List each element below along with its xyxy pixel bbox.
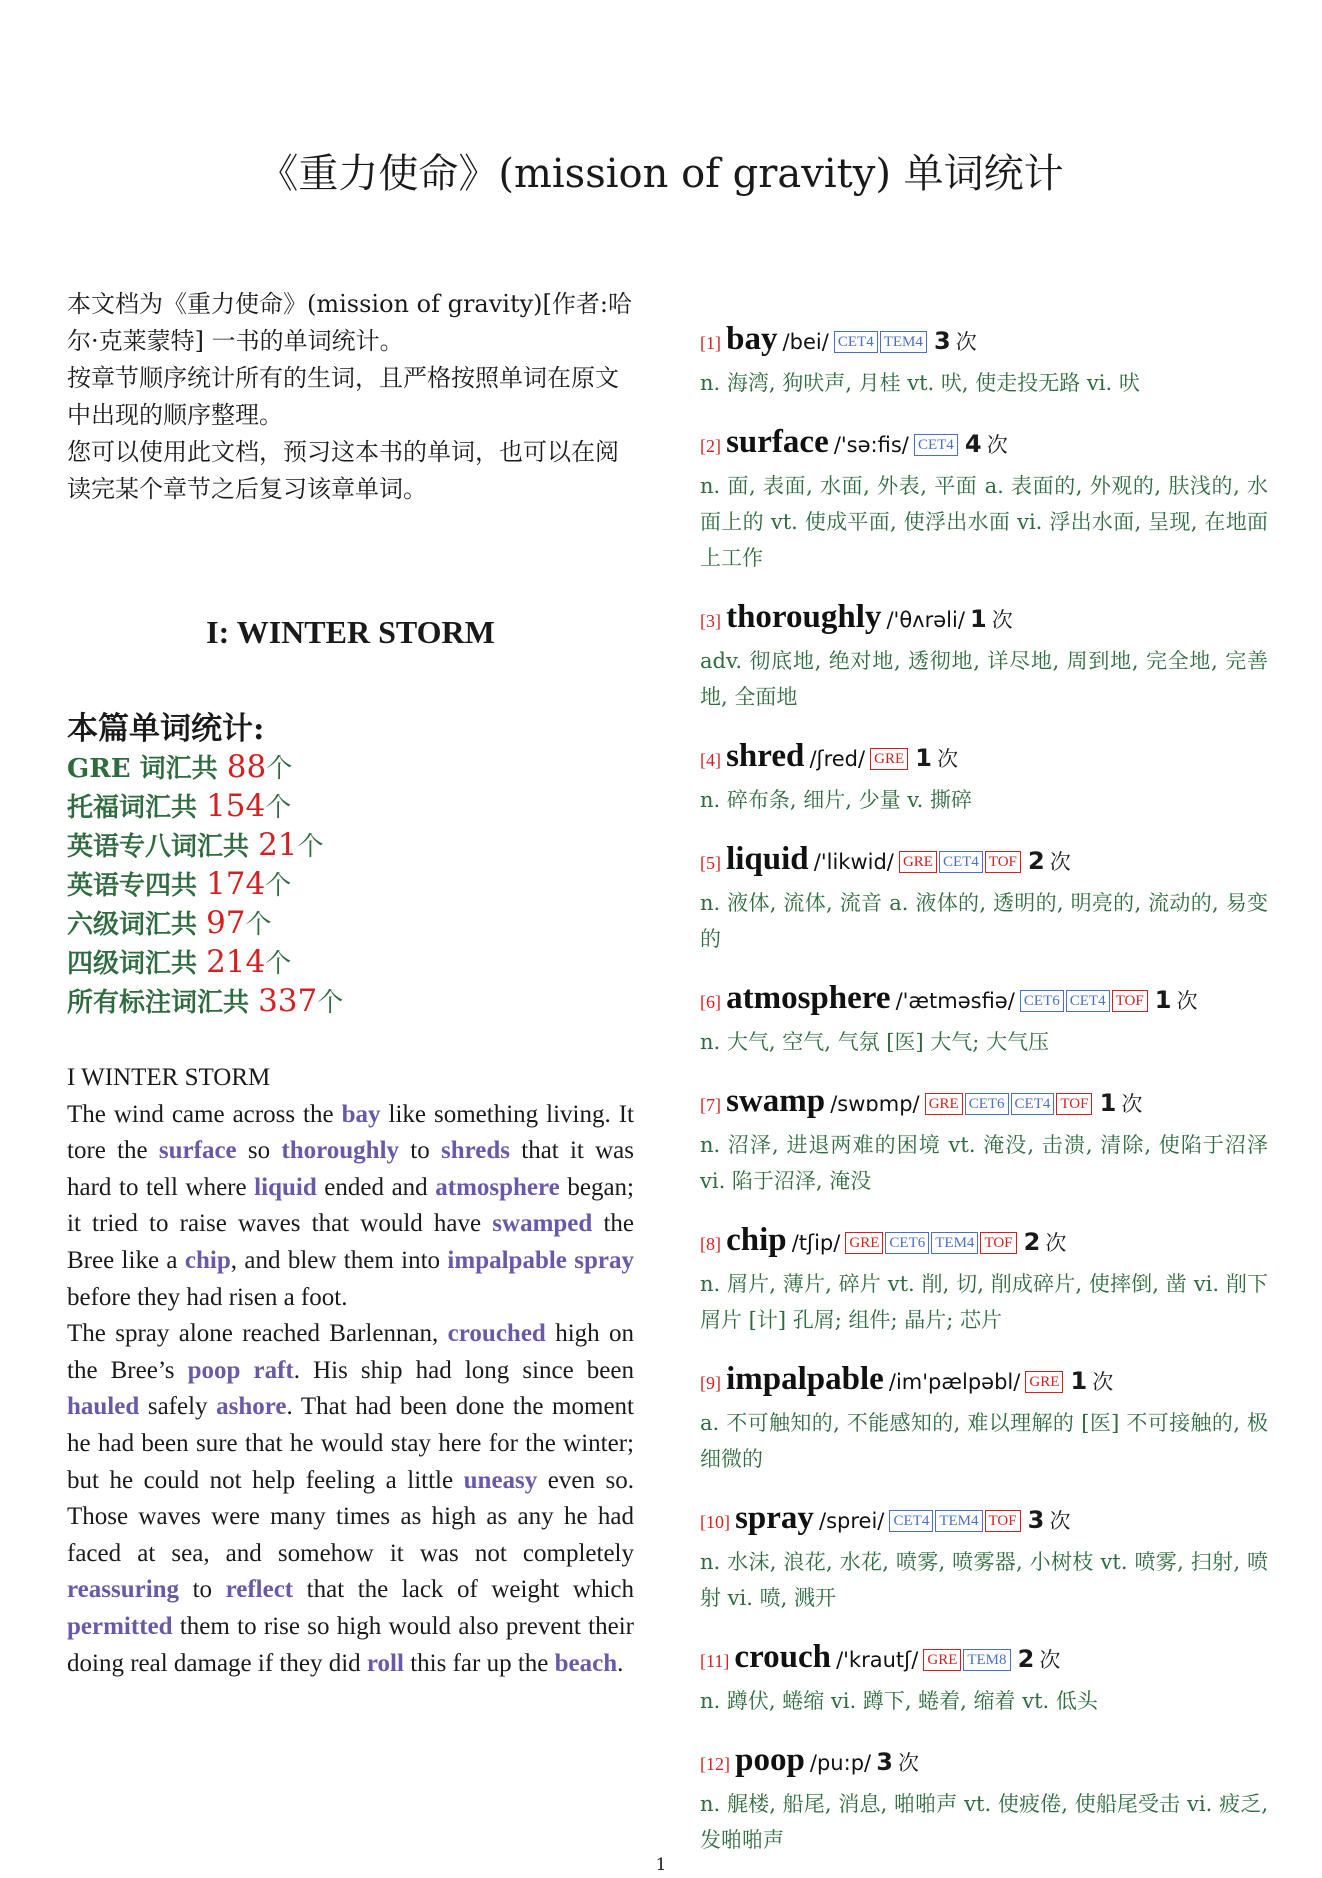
stat-row <box>67 788 634 827</box>
intro-line: 您可以使用此文档，预习这本书的单词，也可以在阅读完某个章节之后复习该章单词。 <box>67 438 619 503</box>
entry-definition: n. 大气, 空气, 气氛 [医] 大气; 大气压 <box>700 1030 1050 1054</box>
vocab-entry <box>700 838 1268 957</box>
entry-word: atmosphere <box>726 980 891 1016</box>
vocab-entry <box>700 977 1268 1060</box>
entry-count: 1 <box>1099 1089 1117 1117</box>
entry-definition: n. 碎布条, 细片, 少量 v. 撕碎 <box>700 788 972 812</box>
passage-text: . That had been done the moment he had been sure that he would stay here for the winter; but he could not help feeling a little <box>67 1393 634 1494</box>
entry-word: poop <box>735 1742 805 1778</box>
entry-phonetic: /swɒmp/ <box>830 1092 920 1116</box>
entry-phonetic: /sprei/ <box>819 1509 885 1533</box>
highlighted-word: atmosphere <box>435 1173 560 1201</box>
left-column <box>67 286 634 1682</box>
intro-line: 按章节顺序统计所有的生词，且严格按照单词在原文中出现的顺序整理。 <box>67 364 619 429</box>
exam-tag: TOF <box>1056 1093 1092 1115</box>
passage-text: that the lack of weight which <box>293 1576 634 1604</box>
passage-text: began; it tried to raise waves that would have <box>67 1173 634 1238</box>
entry-index: [4] <box>700 750 721 770</box>
stat-label: 所有标注词汇共 <box>67 988 259 1018</box>
stat-label: GRE 词汇共 <box>67 754 227 784</box>
vocabulary-list <box>700 318 1268 1878</box>
stats-list <box>67 749 634 1022</box>
passage-text: even so. Those waves were many times as high as any he had faced at sea, and somehow it was not completely <box>67 1466 635 1567</box>
entry-phonetic: /ʃred/ <box>809 747 866 771</box>
chapter-passage <box>67 1060 634 1682</box>
count-suffix: 次 <box>955 330 977 354</box>
entry-index: [11] <box>700 1651 730 1671</box>
entry-index: [1] <box>700 333 721 353</box>
stat-label: 英语专八词汇共 <box>67 832 259 862</box>
entry-head <box>700 1219 1268 1266</box>
vocab-entry <box>700 735 1268 818</box>
stat-label: 六级词汇共 <box>67 910 207 940</box>
entry-index: [3] <box>700 611 721 631</box>
passage-text: this far up the <box>403 1649 555 1677</box>
entry-phonetic: /im'pælpəbl/ <box>888 1370 1021 1394</box>
entry-phonetic: /pu:p/ <box>809 1751 872 1775</box>
stat-label: 英语专四共 <box>67 871 207 901</box>
entry-head <box>700 735 1268 782</box>
exam-tag: GRE <box>845 1232 883 1254</box>
stat-unit: 个 <box>245 910 272 940</box>
intro-text <box>67 286 634 508</box>
entry-phonetic: /'sə:fis/ <box>833 433 909 457</box>
entry-count: 3 <box>1027 1506 1045 1534</box>
count-suffix: 次 <box>937 747 959 771</box>
highlighted-word: spray <box>574 1246 635 1274</box>
entry-definition: n. 海湾, 狗吠声, 月桂 vt. 吠, 使走投无路 vi. 吠 <box>700 371 1140 395</box>
highlighted-word: surface <box>158 1137 237 1165</box>
entry-definition: n. 水沫, 浪花, 水花, 喷雾, 喷雾器, 小树枝 vt. 喷雾, 扫射, 喷射 vi. 喷, 溅开 <box>700 1550 1268 1610</box>
entry-definition: n. 沼泽, 进退两难的困境 vt. 淹没, 击溃, 清除, 使陷于沼泽 vi. 陷于沼泽, 淹没 <box>700 1133 1268 1193</box>
stat-label: 托福词汇共 <box>67 793 207 823</box>
exam-tag: GRE <box>870 748 908 770</box>
entry-head <box>700 1080 1268 1127</box>
stat-count: 214 <box>206 944 266 980</box>
entry-phonetic: /bei/ <box>782 330 829 354</box>
page-number: 1 <box>655 1855 667 1875</box>
exam-tag: TOF <box>985 851 1021 873</box>
passage-text: the Bree like a <box>67 1210 634 1274</box>
stat-count: 154 <box>206 788 266 824</box>
exam-tag: GRE <box>923 1649 961 1671</box>
exam-tag: CET4 <box>1066 990 1110 1012</box>
entry-definition: n. 屑片, 薄片, 碎片 vt. 削, 切, 削成碎片, 使摔倒, 凿 vi. 削下屑片 [计] 孔屑; 组件; 晶片; 芯片 <box>700 1272 1268 1332</box>
stat-row <box>67 944 634 983</box>
exam-tag: TEM4 <box>880 331 927 353</box>
exam-tag: CET4 <box>914 434 958 456</box>
highlighted-word: thoroughly <box>281 1137 400 1165</box>
entry-count: 2 <box>1027 847 1045 875</box>
exam-tag: TEM4 <box>935 1510 982 1532</box>
passage-text: that it was hard to tell where <box>67 1137 634 1201</box>
stat-unit: 个 <box>317 988 344 1018</box>
highlighted-word: raft <box>253 1356 294 1384</box>
count-suffix: 次 <box>1049 1509 1071 1533</box>
stat-count: 337 <box>258 983 318 1019</box>
passage-text: safely <box>139 1393 217 1421</box>
stat-unit: 个 <box>265 949 292 979</box>
document-title: 《重力使命》(mission of gravity) 单词统计 <box>258 151 1064 197</box>
count-suffix: 次 <box>986 433 1008 457</box>
exam-tag: GRE <box>1025 1371 1063 1393</box>
entry-index: [9] <box>700 1373 721 1393</box>
highlighted-word: permitted <box>67 1612 173 1640</box>
passage-text: high on the Bree’s <box>67 1320 634 1384</box>
entry-index: [6] <box>700 992 721 1012</box>
entry-index: [5] <box>700 853 721 873</box>
passage-text: , and blew them into <box>230 1246 448 1274</box>
entry-word: chip <box>726 1222 787 1258</box>
passage-body <box>67 1097 634 1683</box>
count-suffix: 次 <box>1039 1648 1061 1672</box>
entry-word: thoroughly <box>726 599 882 635</box>
entry-count: 1 <box>1154 986 1172 1014</box>
exam-tag: GRE <box>899 851 937 873</box>
entry-count: 1 <box>915 744 932 772</box>
highlighted-word: chip <box>184 1246 231 1274</box>
stat-row <box>67 866 634 905</box>
passage-text: before they had risen a foot. <box>67 1283 348 1311</box>
exam-tag: CET6 <box>965 1093 1009 1115</box>
vocab-entry <box>700 1080 1268 1199</box>
chapter-title: I: WINTER STORM <box>206 614 495 650</box>
exam-tag: CET4 <box>1011 1093 1055 1115</box>
entry-phonetic: /tʃip/ <box>791 1231 841 1255</box>
entry-word: shred <box>726 738 805 774</box>
stat-row <box>67 827 634 866</box>
entry-word: swamp <box>726 1083 826 1119</box>
entry-count: 2 <box>1017 1645 1035 1673</box>
highlighted-word: shreds <box>440 1137 510 1165</box>
exam-tag: TOF <box>985 1510 1021 1532</box>
entry-phonetic: /'krautʃ/ <box>836 1648 919 1672</box>
vocab-entry <box>700 1497 1268 1616</box>
entry-head <box>700 421 1268 468</box>
entry-head <box>700 977 1268 1024</box>
passage-text: so <box>236 1137 282 1165</box>
highlighted-word: roll <box>366 1649 404 1677</box>
entry-head <box>700 596 1268 643</box>
exam-tag: CET6 <box>885 1232 929 1254</box>
entry-word: liquid <box>726 841 809 877</box>
vocab-entry <box>700 318 1268 401</box>
count-suffix: 次 <box>1121 1092 1143 1116</box>
exam-tag: CET4 <box>939 851 983 873</box>
exam-tag: CET4 <box>834 331 878 353</box>
entry-definition: n. 艉楼, 船尾, 消息, 啪啪声 vt. 使疲倦, 使船尾受击 vi. 疲乏, 发啪啪声 <box>700 1792 1268 1852</box>
highlighted-word: liquid <box>254 1173 317 1201</box>
entry-index: [2] <box>700 436 721 456</box>
passage-heading: I WINTER STORM <box>67 1064 271 1091</box>
entry-phonetic: /'likwid/ <box>813 850 894 874</box>
exam-tag: TOF <box>1112 990 1148 1012</box>
entry-index: [12] <box>700 1754 730 1774</box>
entry-count: 2 <box>1023 1228 1041 1256</box>
entry-definition: n. 液体, 流体, 流音 a. 液体的, 透明的, 明亮的, 流动的, 易变的 <box>700 891 1268 951</box>
entry-index: [7] <box>700 1095 721 1115</box>
entry-phonetic: /'θʌrəli/ <box>886 608 965 632</box>
passage-text <box>240 1357 253 1384</box>
exam-tag: TEM8 <box>963 1649 1010 1671</box>
vocab-entry <box>700 1219 1268 1338</box>
highlighted-word: hauled <box>67 1393 140 1421</box>
stat-row <box>67 749 634 788</box>
vocab-entry <box>700 1636 1268 1719</box>
entry-definition: n. 面, 表面, 水面, 外表, 平面 a. 表面的, 外观的, 肤浅的, 水面上的 vt. 使成平面, 使浮出水面 vi. 浮出水面, 呈现, 在地面上工作 <box>700 474 1268 570</box>
highlighted-word: beach <box>554 1649 618 1677</box>
vocab-entry <box>700 1739 1268 1858</box>
highlighted-word: uneasy <box>463 1466 538 1494</box>
count-suffix: 次 <box>1092 1370 1114 1394</box>
entry-definition: adv. 彻底地, 绝对地, 透彻地, 详尽地, 周到地, 完全地, 完善地, 全面地 <box>700 649 1268 709</box>
entry-definition: a. 不可触知的, 不能感知的, 难以理解的 [医] 不可接触的, 极细微的 <box>700 1411 1268 1471</box>
entry-head <box>700 1636 1268 1683</box>
vocab-entry <box>700 1358 1268 1477</box>
entry-index: [8] <box>700 1234 721 1254</box>
stat-unit: 个 <box>297 832 324 862</box>
passage-text: . <box>617 1649 624 1677</box>
vocab-entry <box>700 596 1268 715</box>
entry-definition: n. 蹲伏, 蜷缩 vi. 蹲下, 蜷着, 缩着 vt. 低头 <box>700 1689 1098 1713</box>
entry-head <box>700 1497 1268 1544</box>
passage-text: to <box>179 1576 226 1604</box>
entry-word: bay <box>726 321 778 357</box>
exam-tag: GRE <box>925 1093 963 1115</box>
passage-text: ended and <box>316 1173 436 1201</box>
exam-tag: TOF <box>980 1232 1016 1254</box>
entry-head <box>700 1358 1268 1405</box>
count-suffix: 次 <box>1049 850 1071 874</box>
highlighted-word: poop <box>187 1356 241 1384</box>
count-suffix: 次 <box>1045 1231 1067 1255</box>
entry-count: 1 <box>969 605 987 633</box>
passage-text: like something living. It tore the <box>67 1100 634 1165</box>
entry-count: 4 <box>964 430 982 458</box>
highlighted-word: ashore <box>216 1393 287 1421</box>
passage-text: The spray alone reached Barlennan, <box>67 1320 448 1348</box>
highlighted-word: impalpable <box>447 1246 567 1274</box>
count-suffix: 次 <box>1176 989 1198 1013</box>
entry-index: [10] <box>700 1512 730 1532</box>
stat-unit: 个 <box>266 754 293 784</box>
count-suffix: 次 <box>898 1751 919 1775</box>
stat-row <box>67 983 634 1022</box>
entry-word: crouch <box>734 1639 831 1675</box>
stat-count: 21 <box>258 827 298 863</box>
highlighted-word: bay <box>341 1100 381 1128</box>
passage-text: them to rise so high would also prevent their doing real damage if they did <box>67 1612 634 1677</box>
entry-head <box>700 1739 1268 1786</box>
highlighted-word: crouched <box>447 1320 546 1348</box>
entry-head <box>700 838 1268 885</box>
entry-head <box>700 318 1268 365</box>
passage-text: The wind came across the <box>67 1100 342 1128</box>
exam-tag: CET4 <box>889 1510 933 1532</box>
intro-line: 本文档为《重力使命》(mission of gravity)[作者:哈尔·克莱蒙特] 一书的单词统计。 <box>67 290 632 355</box>
stat-row <box>67 905 634 944</box>
exam-tag: CET6 <box>1020 990 1064 1012</box>
stat-label: 四级词汇共 <box>67 949 207 979</box>
highlighted-word: swamped <box>492 1210 593 1238</box>
highlighted-word: reassuring <box>67 1576 180 1604</box>
stats-title: 本篇单词统计: <box>67 711 265 747</box>
exam-tag: TEM4 <box>931 1232 978 1254</box>
entry-word: impalpable <box>726 1361 884 1397</box>
stat-count: 97 <box>206 905 246 941</box>
entry-phonetic: /'ætməsfiə/ <box>895 989 1015 1013</box>
stat-unit: 个 <box>265 871 292 901</box>
stat-unit: 个 <box>265 793 292 823</box>
count-suffix: 次 <box>991 608 1013 632</box>
passage-text: to <box>399 1137 441 1165</box>
stat-count: 88 <box>226 749 267 785</box>
passage-text: . His ship had long since been <box>293 1356 634 1384</box>
stat-count: 174 <box>206 866 266 902</box>
entry-count: 3 <box>934 327 951 355</box>
highlighted-word: reflect <box>225 1576 294 1604</box>
vocab-entry <box>700 421 1268 576</box>
entry-word: spray <box>735 1500 814 1536</box>
entry-count: 3 <box>876 1748 893 1776</box>
entry-word: surface <box>726 424 829 460</box>
entry-count: 1 <box>1070 1367 1088 1395</box>
